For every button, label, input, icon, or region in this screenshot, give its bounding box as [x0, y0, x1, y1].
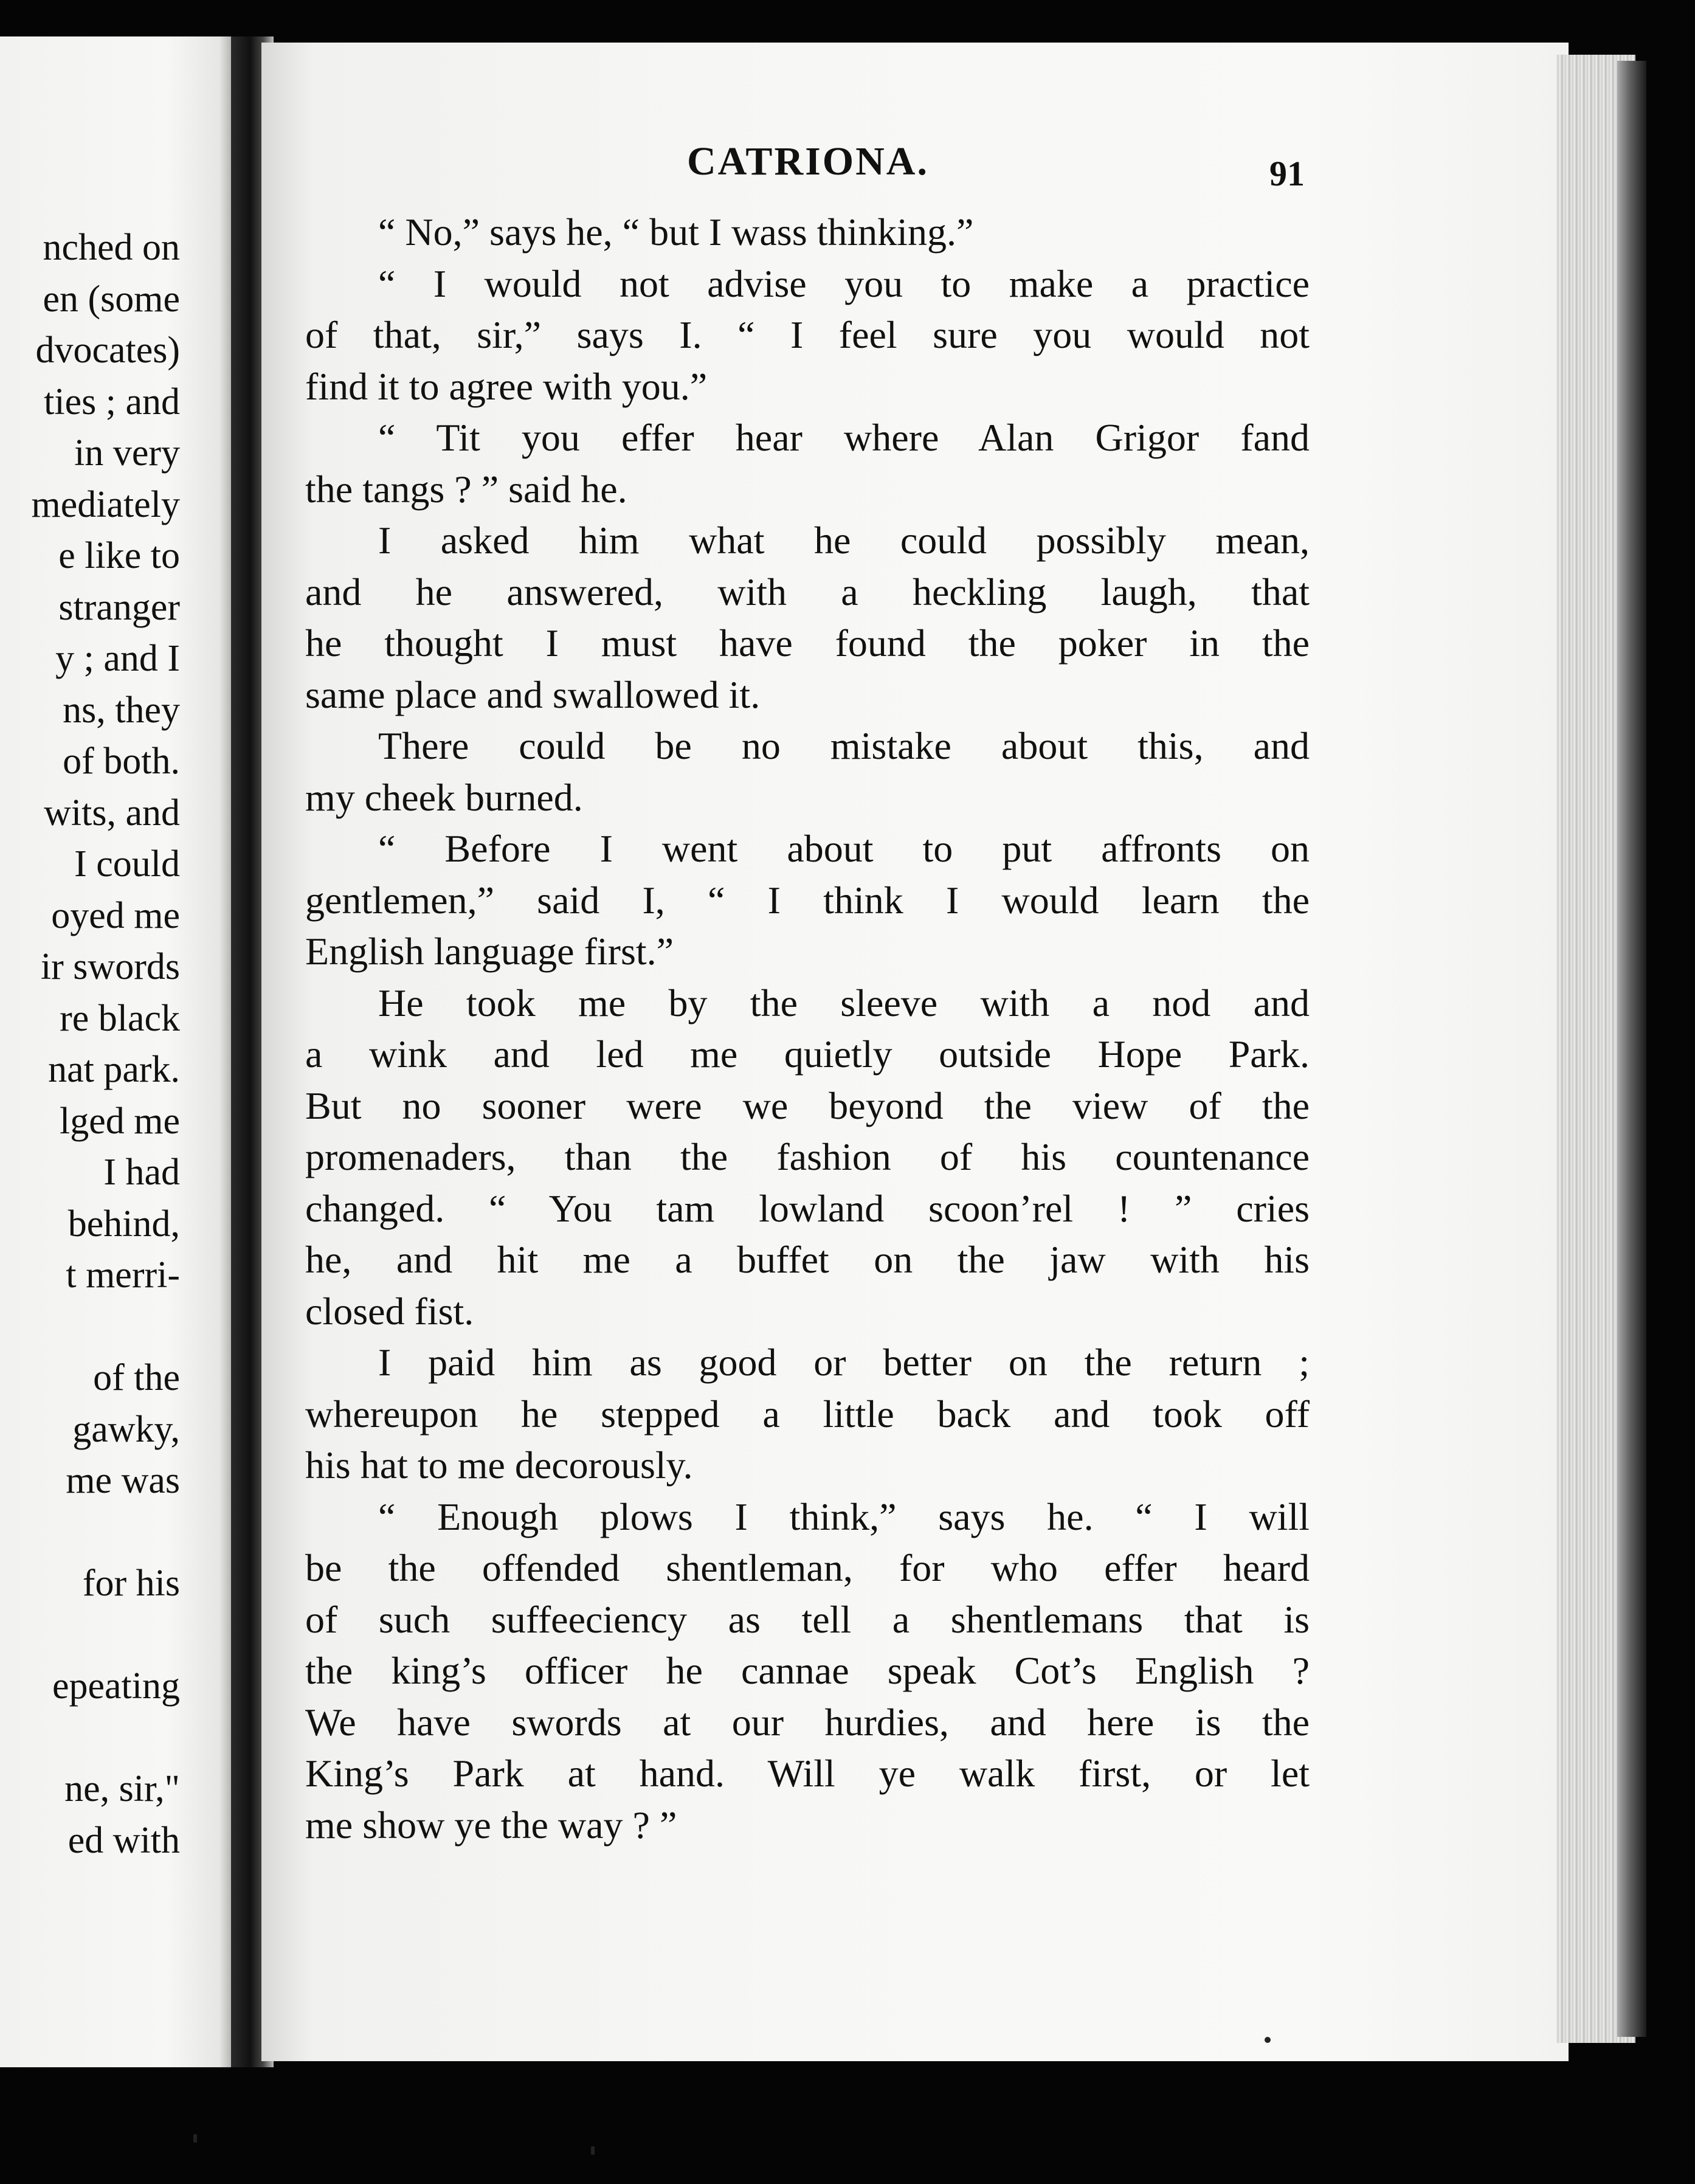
text-line: my cheek burned. — [305, 775, 583, 819]
text-line: same place and swallowed it. — [305, 672, 761, 716]
text-line: He took me by the sleeve with a nod and — [378, 981, 1310, 1025]
text-line: whereupon he stepped a little back and took off — [305, 1392, 1310, 1436]
left-page-line: I had — [103, 1152, 180, 1193]
text-line: English language first.” — [305, 930, 674, 973]
left-page-line: ne, sir," — [64, 1768, 180, 1809]
left-page-line: behind, — [67, 1203, 180, 1245]
text-line: he, and hit me a buffet on the jaw with his — [305, 1238, 1310, 1281]
left-page-line: ties ; and — [44, 381, 180, 423]
text-line: King’s Park at hand. Will ye walk first, or let — [305, 1752, 1310, 1795]
left-page-line: e like to — [58, 535, 180, 576]
text-line: changed. “ You tam lowland scoon’rel ! ” cries — [305, 1186, 1310, 1230]
left-page-line: me was — [66, 1460, 180, 1501]
text-line: a wink and led me quietly outside Hope Park. — [305, 1032, 1310, 1076]
left-page-line: ns, they — [63, 689, 180, 731]
left-page-line: I could — [74, 843, 180, 885]
text-line: me show ye the way ? ” — [305, 1803, 677, 1847]
scan-speck — [1265, 2037, 1271, 2043]
left-page-fragment — [0, 36, 238, 2067]
text-line: he thought I must have found the poker in the — [305, 621, 1310, 665]
text-line: But no sooner were we beyond the view of the — [305, 1083, 1310, 1127]
page-body-text — [305, 207, 1310, 1851]
left-page-line: gawky, — [72, 1408, 180, 1450]
left-page-line: ir swords — [40, 946, 180, 987]
left-page-line: nched on — [43, 227, 180, 268]
text-line: “ Enough plows I think,” says he. “ I will — [378, 1495, 1310, 1538]
text-line: of that, sir,” says I. “ I feel sure you would not — [305, 313, 1310, 356]
left-page-line: of the — [93, 1357, 180, 1398]
text-line: the king’s officer he cannae speak Cot’s English ? — [305, 1649, 1310, 1692]
text-line: and he answered, with a heckling laugh, that — [305, 570, 1310, 613]
text-line: I asked him what he could possibly mean, — [378, 519, 1310, 562]
text-line: the tangs ? ” said he. — [305, 467, 627, 511]
running-header: CATRIONA. — [687, 139, 929, 184]
left-page-line: oyed me — [51, 894, 180, 936]
left-page-line: wits, and — [44, 792, 180, 834]
text-line: of such suffeeciency as tell a shentlemans that is — [305, 1597, 1310, 1641]
left-page-line: epeating — [52, 1665, 180, 1707]
left-page-line: t merri- — [66, 1254, 180, 1296]
left-page-line: en (some — [43, 278, 180, 320]
left-page-line: in very — [74, 432, 180, 474]
text-line: “ No,” says he, “ but I wass thinking.” — [378, 210, 974, 254]
text-line: “ Before I went about to put affronts on — [378, 827, 1310, 870]
book-edge-shadow — [1617, 61, 1646, 2037]
text-line: promenaders, than the fashion of his countenance — [305, 1135, 1310, 1178]
page-number: 91 — [1269, 154, 1305, 193]
text-line: his hat to me decorously. — [305, 1443, 693, 1487]
left-page-line: lged me — [60, 1100, 180, 1142]
left-page-line: re black — [60, 997, 180, 1039]
scan-speck — [591, 2146, 595, 2155]
scan-speck — [193, 2134, 197, 2143]
left-page-line: y ; and I — [55, 638, 180, 679]
text-line: “ Tit you effer hear where Alan Grigor fand — [378, 416, 1310, 459]
text-line: I paid him as good or better on the return ; — [378, 1341, 1310, 1384]
left-page-line: dvocates) — [35, 330, 180, 371]
left-page-line: of both. — [63, 741, 180, 782]
text-line: find it to agree with you.” — [305, 364, 708, 408]
text-line: There could be no mistake about this, and — [378, 724, 1310, 767]
text-line: “ I would not advise you to make a practice — [378, 261, 1310, 305]
text-line: gentlemen,” said I, “ I think I would learn the — [305, 878, 1310, 922]
left-page-line: mediately — [31, 483, 180, 525]
text-line: be the offended shentleman, for who effer heard — [305, 1546, 1310, 1589]
left-page-line: nat park. — [48, 1049, 180, 1090]
text-line: We have swords at our hurdies, and here is the — [305, 1700, 1310, 1744]
left-page-line: for his — [82, 1563, 180, 1604]
left-page-line: ed with — [67, 1819, 180, 1861]
text-line: closed fist. — [305, 1289, 474, 1333]
left-page-line: stranger — [58, 586, 180, 628]
